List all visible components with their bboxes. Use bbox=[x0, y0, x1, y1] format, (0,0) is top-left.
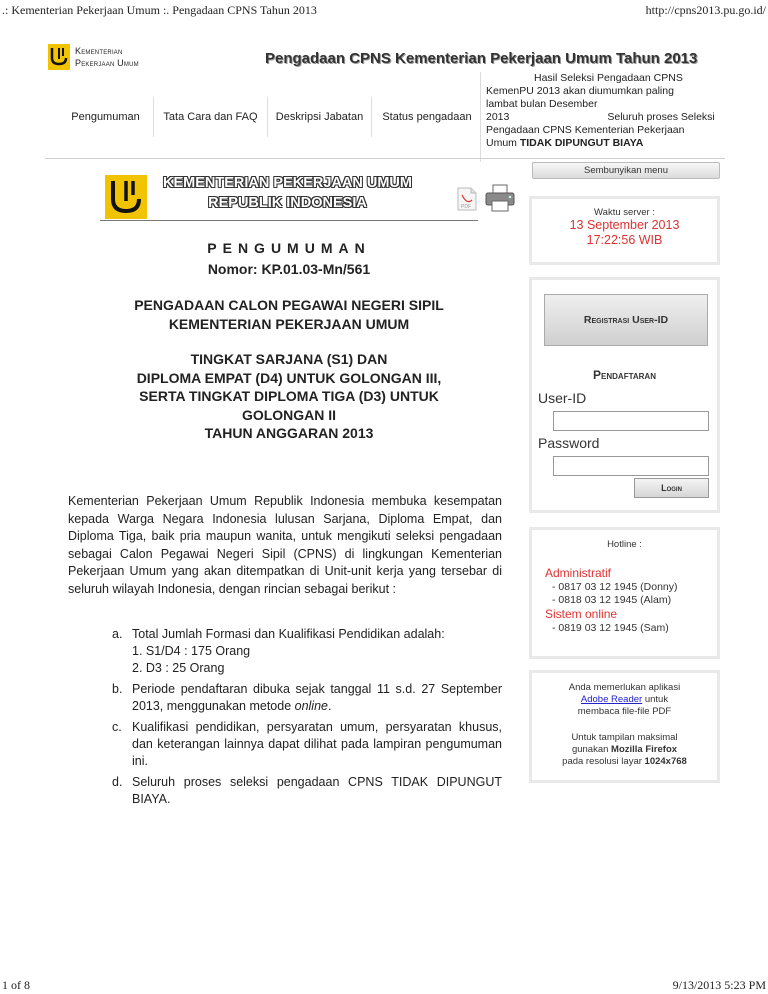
print-header-url: http://cpns2013.pu.go.id/ bbox=[645, 3, 766, 17]
info-text bbox=[532, 744, 717, 756]
registration-panel bbox=[529, 277, 720, 513]
list-item-text: Periode pendaftaran dibuka sejak tanggal 11 s.d. 27 September 2013, menggunakan metode bbox=[132, 682, 502, 713]
server-time: 17:22:56 WIB bbox=[586, 233, 663, 247]
list-item-text: Kualifikasi pendidikan, persyaratan umum, persyaratan khusus, dan keterangan lainnya dapat dilihat pada lampiran pengumuman ini. bbox=[132, 720, 502, 768]
server-time-panel bbox=[529, 196, 720, 265]
news-line bbox=[486, 137, 724, 150]
list-item-text: Total Jumlah Formasi dan Kualifikasi Pendidikan adalah: bbox=[132, 627, 445, 641]
print-header-title: .: Kementerian Pekerjaan Umum :. Pengadaan CPNS Tahun 2013 bbox=[2, 3, 317, 17]
info-text: gunakan bbox=[571, 744, 612, 755]
header-divider bbox=[45, 158, 725, 159]
pdf-download-icon[interactable] bbox=[456, 187, 478, 211]
list-item-text: . bbox=[328, 699, 332, 713]
list-item bbox=[112, 774, 502, 808]
info-text: pada resolusi layar bbox=[562, 756, 645, 767]
adobe-reader-link[interactable]: Adobe Reader bbox=[580, 694, 643, 705]
nav-pengumuman[interactable]: Pengumuman bbox=[58, 97, 154, 137]
list-marker: a. bbox=[112, 627, 123, 641]
ministry-title bbox=[150, 173, 425, 213]
list-item-text: Seluruh proses seleksi pengadaan CPNS TIDAK DIPUNGUT BIAYA. bbox=[132, 775, 502, 806]
hotline-number: - 0818 03 12 1945 (Alam) bbox=[552, 594, 672, 606]
news-line: Pengadaan CPNS Kementerian Pekerjaan bbox=[486, 124, 685, 136]
info-text: Anda memerlukan aplikasi bbox=[568, 682, 681, 693]
ministry-logo-icon bbox=[103, 173, 149, 221]
subheading-line: SERTA TINGKAT DIPLOMA TIGA (D3) UNTUK bbox=[139, 388, 439, 404]
ministry-title-line1: KEMENTERIAN PEKERJAAN UMUM bbox=[163, 175, 412, 191]
document-rule bbox=[100, 220, 478, 221]
subheading-line: TAHUN ANGGARAN 2013 bbox=[204, 425, 374, 441]
subheading-line: DIPLOMA EMPAT (D4) UNTUK GOLONGAN III, bbox=[136, 369, 442, 386]
heading-line: PENGADAAN CALON PEGAWAI NEGERI SIPIL bbox=[134, 297, 444, 313]
news-text: Umum bbox=[486, 137, 520, 149]
list-item-emphasis: online bbox=[294, 699, 328, 713]
org-name-line1: Kementerian bbox=[75, 46, 123, 56]
org-name bbox=[75, 45, 139, 69]
register-userid-button[interactable]: Registrasi User-ID bbox=[544, 294, 708, 346]
main-nav bbox=[58, 97, 482, 137]
password-label: Password bbox=[538, 435, 600, 451]
server-time-label: Waktu server : bbox=[594, 207, 655, 218]
announcement-subheading bbox=[95, 350, 483, 443]
info-text: membaca file-file PDF bbox=[577, 706, 672, 717]
subheading-line: TINGKAT SARJANA (S1) DAN bbox=[190, 351, 388, 367]
list-item bbox=[112, 626, 502, 677]
server-date: 13 September 2013 bbox=[569, 218, 680, 232]
list-subitem: 1. S1/D4 : 175 Orang bbox=[132, 644, 251, 658]
hide-menu-button[interactable]: Sembunyikan menu bbox=[532, 162, 720, 179]
info-text bbox=[532, 694, 717, 706]
nav-status-pengadaan[interactable]: Status pengadaan bbox=[382, 111, 472, 123]
print-footer bbox=[0, 976, 768, 994]
heading-line: KEMENTERIAN PEKERJAAN UMUM bbox=[168, 316, 410, 332]
nav-deskripsi-jabatan[interactable]: Deskripsi Jabatan bbox=[268, 97, 372, 137]
registration-title: Pendaftaran bbox=[593, 368, 656, 382]
list-item bbox=[112, 681, 502, 715]
hotline-number: - 0819 03 12 1945 (Sam) bbox=[552, 622, 669, 634]
announcement-title: PENGUMUMAN bbox=[207, 240, 371, 256]
hotline-panel bbox=[529, 527, 720, 659]
news-line: Hasil Seleksi Pengadaan CPNS bbox=[534, 72, 683, 84]
userid-label: User-ID bbox=[538, 390, 587, 406]
nav-tata-cara-faq[interactable]: Tata Cara dan FAQ bbox=[154, 97, 268, 137]
svg-text:PDF: PDF bbox=[461, 204, 471, 210]
org-name-line2: Pekerjaan Umum bbox=[75, 58, 139, 68]
news-emphasis: TIDAK DIPUNGUT BIAYA bbox=[519, 137, 644, 149]
info-emphasis: 1024x768 bbox=[644, 756, 687, 767]
subheading-line: GOLONGAN II bbox=[241, 406, 337, 423]
list-marker: b. bbox=[112, 682, 123, 696]
info-text: Untuk tampilan maksimal bbox=[571, 732, 678, 743]
announcement-number: Nomor: KP.01.03-Mn/561 bbox=[207, 261, 371, 277]
password-input[interactable] bbox=[553, 456, 709, 476]
news-text: Seluruh proses Seleksi bbox=[607, 111, 715, 123]
browser-info-panel bbox=[529, 670, 720, 783]
page-number: 1 of 8 bbox=[2, 978, 30, 992]
list-marker: d. bbox=[112, 775, 123, 789]
news-line bbox=[486, 111, 724, 124]
ministry-title-line2: REPUBLIK INDONESIA bbox=[208, 195, 367, 211]
news-year: 2013 bbox=[486, 111, 510, 123]
hotline-category: Administratif bbox=[545, 566, 612, 580]
printer-icon[interactable] bbox=[484, 184, 516, 212]
announcement-heading bbox=[95, 296, 483, 334]
list-marker: c. bbox=[112, 720, 122, 734]
site-title: Pengadaan CPNS Kementerian Pekerjaan Umum Tahun 2013 bbox=[265, 50, 698, 67]
news-line: KemenPU 2013 akan diumumkan paling bbox=[486, 85, 674, 97]
news-line: lambat bulan Desember bbox=[486, 98, 598, 110]
intro-paragraph: Kementerian Pekerjaan Umum Republik Indonesia membuka kesempatan kepada Warga Negara Indonesia lulusan Sarjana, Diploma Empat, dan Diploma Tiga, baik pria maupun wanita, untuk mengikuti seleksi pengadaan sebagai Calon Pegawai Negeri Sipil (CPNS) di lingkungan Kementerian Pekerjaan Umum yang akan ditempatkan di Unit-unit kerja yang tersebar di seluruh wilayah Indonesia, dengan rincian sebagai berikut : bbox=[68, 494, 502, 596]
hotline-title: Hotline : bbox=[607, 539, 642, 550]
list-item bbox=[112, 719, 502, 770]
ministry-logo-small-icon[interactable] bbox=[48, 44, 70, 70]
info-text bbox=[532, 756, 717, 768]
info-text: untuk bbox=[642, 694, 669, 705]
login-button[interactable]: Login bbox=[634, 478, 709, 498]
print-header bbox=[0, 0, 768, 20]
details-list bbox=[112, 626, 502, 812]
list-subitem: 2. D3 : 25 Orang bbox=[132, 661, 225, 675]
userid-input[interactable] bbox=[553, 411, 709, 431]
news-ticker bbox=[480, 72, 724, 162]
hotline-category: Sistem online bbox=[545, 607, 618, 621]
hotline-number: - 0817 03 12 1945 (Donny) bbox=[552, 581, 678, 593]
print-datetime: 9/13/2013 5:23 PM bbox=[672, 978, 766, 992]
info-emphasis: Mozilla Firefox bbox=[611, 744, 678, 755]
